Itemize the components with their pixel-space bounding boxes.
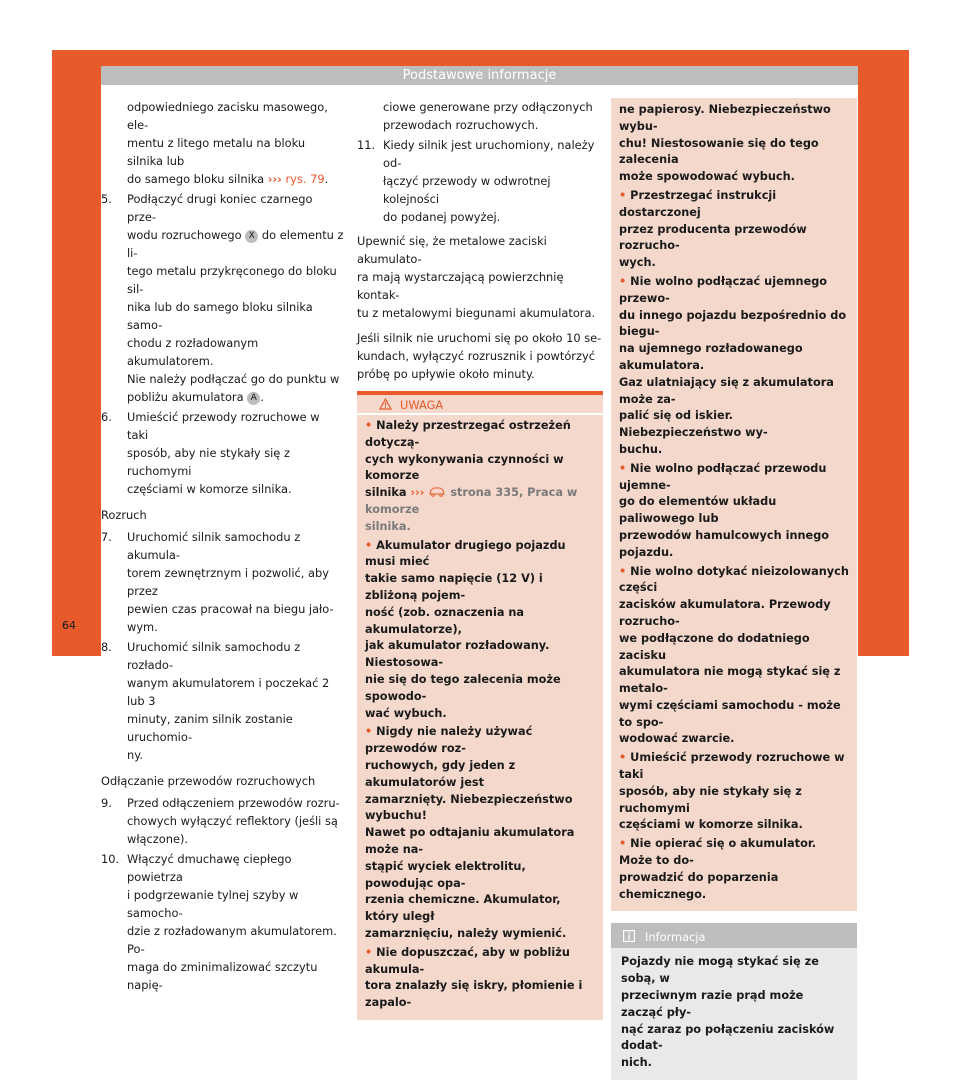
text-line: Jeśli silnik nie uruchomi się po około 10 se- (357, 331, 602, 345)
text-line: rzenia chemiczne. Akumulator, który uległ (365, 893, 561, 924)
text-line: tego metalu przykręconego do bloku sil- (127, 264, 337, 296)
text-line: pewien czas pracował na biegu jało- (127, 602, 334, 616)
text-span: Nie wolno dotykać nieizolowanych części (619, 564, 849, 595)
warning-bullet: • Nie wolno dotykać nieizolowanych części zacisków akumulatora. Przewody rozrucho- we podłączone do dodatniego zacisku akumulatora nie mogą stykać się z metalo- wymi częściami samochodu - może to spo- wodować zwarcie. (619, 564, 849, 749)
step-11 (357, 136, 603, 226)
text-line: Przed odłączeniem przewodów rozru- (127, 796, 340, 810)
text-span: Akumulator drugiego pojazdu musi mieć (365, 538, 566, 569)
text-line: du innego pojazdu bezpośrednio do biegu- (619, 308, 847, 339)
text-span: Nie opierać się o akumulator. Może to do- (619, 837, 817, 868)
subheading-odlaczanie: Odłączanie przewodów rozruchowych (101, 774, 316, 788)
text-line: na ujemnego rozładowanego akumulatora. (619, 342, 803, 372)
text-line: go do elementów układu paliwowego lub (619, 495, 777, 526)
warning-body (611, 98, 857, 911)
text-line: Kiedy silnik jest uruchomiony, należy od- (383, 138, 595, 170)
text-line: tu z metalowymi biegunami akumulatora. (357, 306, 596, 320)
text-line: nie się do tego zalecenia może spowodo- (365, 672, 561, 703)
text-line: włączone). (127, 832, 189, 846)
text-line: palić się od iskier. Niebezpieczeństwo wy- (619, 409, 768, 440)
text-line: akumulatora nie mogą stykać się z metalo- (619, 665, 841, 696)
text-line: próbę po upływie około minuty. (357, 367, 535, 381)
text-line: Umieścić przewody rozruchowe w taki (127, 410, 320, 442)
text-line: Nawet po odtajaniu akumulatora może na- (365, 826, 575, 856)
text-span: . (260, 390, 264, 404)
reference-arrow: ››› (410, 486, 425, 500)
marker-x-badge: X (245, 230, 258, 243)
step-number: 6. (101, 410, 112, 424)
reference-arrow: ››› (267, 172, 282, 186)
info-title: Informacja (645, 930, 706, 945)
text-line: Uruchomić silnik samochodu z rozłado- (127, 640, 301, 672)
step-number: 9. (101, 796, 112, 810)
text-line: do podanej powyżej. (383, 210, 501, 224)
column-2 (357, 98, 603, 1020)
warning-bullet: • Umieścić przewody rozruchowe w taki sposób, aby nie stykały się z ruchomymi częściami w komorze silnika. (619, 750, 849, 834)
text-line (127, 170, 344, 188)
text-line: torem zewnętrznym i pozwolić, aby przez (127, 566, 329, 598)
text-line: cych wykonywania czynności w komorze (365, 452, 564, 483)
text-line: ra mają wystarczającą powierzchnię kontak- (357, 270, 564, 302)
text-line: ciowe generowane przy odłączonych (383, 100, 593, 114)
text-line: łączyć przewody w odwrotnej kolejności (383, 174, 551, 206)
warning-title: UWAGA (400, 398, 444, 412)
warning-bullet: • Nie wolno podłączać ujemnego przewo- du innego pojazdu bezpośrednio do biegu- na ujemnego rozładowanego akumulatora. Gaz ulatniający się z akumulatora może za- palić się od iskier. Niebezpieczeństwo wy- buchu. (619, 274, 849, 459)
text-span: Nie wolno podłączać ujemnego przewo- (619, 274, 828, 305)
text-span: silnika (365, 486, 407, 500)
text-line: zacisków akumulatora. Przewody rozrucho- (619, 598, 831, 628)
text-line: odpowiedniego zacisku masowego, ele- (127, 100, 328, 132)
text-line: silnika. (365, 519, 411, 533)
text-line: Gaz ulatniający się z akumulatora może za- (619, 375, 834, 406)
text-line: kundach, wyłączyć rozrusznik i powtórzyć (357, 349, 595, 363)
warning-bullet: • Nigdy nie należy używać przewodów roz- ruchowych, gdy jeden z akumulatorów jest zamarznięty. Niebezpieczeństwo wybuchu! Nawet po odtajaniu akumulatora może na- stąpić wyciek elektrolitu, powodując opa- rzenia chemiczne. Akumulator, który uległ zamarznięciu, należy wymienić. (365, 724, 595, 942)
car-warning-icon (428, 486, 446, 497)
text-line: przez producenta przewodów rozrucho- (619, 222, 807, 253)
subheading-rozruch: Rozruch (101, 508, 147, 522)
text-span: Nie dopuszczać, aby w pobliżu akumula- (365, 945, 570, 976)
text-line: przewodów hamulcowych innego pojazdu. (619, 528, 830, 559)
marker-a-badge: A (247, 392, 260, 405)
text-span: Nie wolno podłączać przewodu ujemne- (619, 461, 827, 492)
text-line: chodu z rozładowanym akumulatorem. (127, 336, 259, 368)
text-line: takie samo napięcie (12 V) i zbliżoną pojem- (365, 572, 543, 602)
text-line: Podłączyć drugi koniec czarnego prze- (127, 192, 313, 224)
text-line: przewodach rozruchowych. (383, 118, 539, 132)
info-box (611, 923, 857, 1080)
warning-box (357, 391, 603, 1020)
text-span: Przestrzegać instrukcji dostarczonej (619, 188, 777, 219)
text-line: wymi częściami samochodu - może to spo- (619, 698, 841, 729)
text-line: sposób, aby nie stykały się z ruchomymi (619, 784, 802, 815)
text-line: nika lub do samego bloku silnika samo- (127, 300, 313, 332)
text-line: częściami w komorze silnika. (619, 818, 803, 832)
text-line: Upewnić się, że metalowe zaciski akumulato- (357, 234, 547, 266)
text-line: ruchowych, gdy jeden z akumulatorów jest (365, 758, 516, 789)
text-line: stąpić wyciek elektrolitu, powodując opa- (365, 859, 526, 890)
text-line: przeciwnym razie prąd może zacząć pły- (621, 989, 804, 1019)
text-line: dzie z rozładowanym akumulatorem. Po- (127, 924, 337, 956)
column-1 (101, 98, 344, 996)
info-body (611, 948, 857, 1080)
continued-step (101, 98, 344, 188)
text-line: prowadzić do poparzenia chemicznego. (619, 870, 779, 901)
text-line (127, 226, 344, 262)
text-line: buchu. (619, 442, 663, 456)
page-reference-link[interactable]: strona 335, Praca w komorze (365, 486, 578, 516)
info-header (611, 927, 857, 948)
paragraph (357, 232, 603, 322)
warning-header (357, 395, 603, 415)
text-span: . (324, 172, 329, 186)
text-line: wać wybuch. (365, 706, 447, 720)
text-line: zamarznięciu, należy wymienić. (365, 926, 567, 940)
warning-bullet: • Akumulator drugiego pojazdu musi mieć takie samo napięcie (12 V) i zbliżoną pojem- ność (zob. oznaczenia na akumulatorze), jak akumulator rozładowany. Niestosowa- nie się do tego zalecenia może spowodo- wać wybuch. (365, 538, 595, 723)
text-line: Uruchomić silnik samochodu z akumula- (127, 530, 301, 562)
figure-link[interactable]: rys. 79 (285, 172, 325, 186)
text-line: wodować zwarcie. (619, 732, 735, 746)
section-header (101, 66, 858, 85)
text-line: Nie należy podłączać go do punktu w (127, 372, 340, 386)
warning-body (357, 415, 603, 1020)
warning-bullet: • Przestrzegać instrukcji dostarczonej przez producenta przewodów rozrucho- wych. (619, 188, 849, 272)
text-line: zamarznięty. Niebezpieczeństwo wybuchu! (365, 792, 573, 823)
text-line: minuty, zanim silnik zostanie uruchomio- (127, 712, 293, 744)
step-9 (101, 794, 344, 848)
text-line: Pojazdy nie mogą stykać się ze sobą, w (621, 955, 819, 986)
text-line: maga do zminimalizować szczytu napię- (127, 960, 318, 992)
info-icon (623, 930, 635, 942)
text-line: może spowodować wybuch. (619, 170, 795, 184)
text-span: Umieścić przewody rozruchowe w taki (619, 751, 845, 782)
section-title: Podstawowe informacje (402, 68, 557, 83)
step-8 (101, 638, 344, 764)
text-line: mentu z litego metalu na bloku silnika lub (127, 136, 306, 168)
step-number: 7. (101, 530, 112, 544)
text-line: nich. (621, 1056, 652, 1070)
column-3 (611, 98, 857, 1080)
paragraph (357, 329, 603, 383)
text-span: Nigdy nie należy używać przewodów roz- (365, 725, 533, 756)
warning-bullet: • Należy przestrzegać ostrzeżeń dotyczą- cych wykonywania czynności w komorze silnika ››› strona 335, Praca w komorze silnika. (365, 418, 595, 536)
step-number: 5. (101, 192, 112, 206)
continued-step (357, 98, 603, 134)
step-7 (101, 528, 344, 636)
text-line: i podgrzewanie tylnej szyby w samocho- (127, 888, 299, 920)
warning-triangle-icon (379, 398, 392, 410)
step-number: 10. (101, 852, 120, 866)
text-line: wych. (619, 256, 656, 270)
warning-bullet: • Nie dopuszczać, aby w pobliżu akumula- tora znalazły się iskry, płomienie i zapalo- (365, 945, 595, 1012)
text-line (127, 388, 344, 406)
text-line: chu! Niestosowanie się do tego zalecenia (619, 136, 819, 167)
text-line: Włączyć dmuchawę ciepłego powietrza (127, 852, 292, 884)
text-line: chowych wyłączyć reflektory (jeśli są (127, 814, 338, 828)
text-line: wanym akumulatorem i poczekać 2 lub 3 (127, 676, 330, 708)
page-number: 64 (62, 619, 76, 632)
text-line: ność (zob. oznaczenia na akumulatorze), (365, 605, 525, 636)
step-10 (101, 850, 344, 994)
text-line: sposób, aby nie stykały się z ruchomymi (127, 446, 290, 478)
text-line: częściami w komorze silnika. (127, 482, 292, 496)
text-span: do samego bloku silnika (127, 172, 265, 186)
step-number: 8. (101, 640, 112, 654)
text-line: nąć zaraz po połączeniu zacisków dodat- (621, 1022, 835, 1053)
warning-bullet: • Nie opierać się o akumulator. Może to do- prowadzić do poparzenia chemicznego. (619, 836, 849, 903)
text-line: tora znalazły się iskry, płomienie i zapalo- (365, 979, 583, 1010)
warning-bullet: • Nie wolno podłączać przewodu ujemne- go do elementów układu paliwowego lub przewodów hamulcowych innego pojazdu. (619, 461, 849, 562)
text-line: ne papierosy. Niebezpieczeństwo wybu- (619, 103, 831, 133)
text-span: wodu rozruchowego (127, 228, 242, 242)
text-span: Należy przestrzegać ostrzeżeń dotyczą- (365, 419, 571, 449)
step-5 (101, 190, 344, 406)
text-span: pobliżu akumulatora (127, 390, 244, 404)
text-line: jak akumulator rozładowany. Niestosowa- (365, 639, 550, 670)
step-6 (101, 408, 344, 498)
text-span: do elementu z li- (127, 228, 344, 260)
warning-box-continued (611, 98, 857, 911)
text-line: we podłączone do dodatniego zacisku (619, 631, 810, 662)
warning-bullet-continued (619, 102, 849, 186)
text-line: wym. (127, 620, 158, 634)
text-line: ny. (127, 748, 143, 762)
step-number: 11. (357, 138, 376, 152)
